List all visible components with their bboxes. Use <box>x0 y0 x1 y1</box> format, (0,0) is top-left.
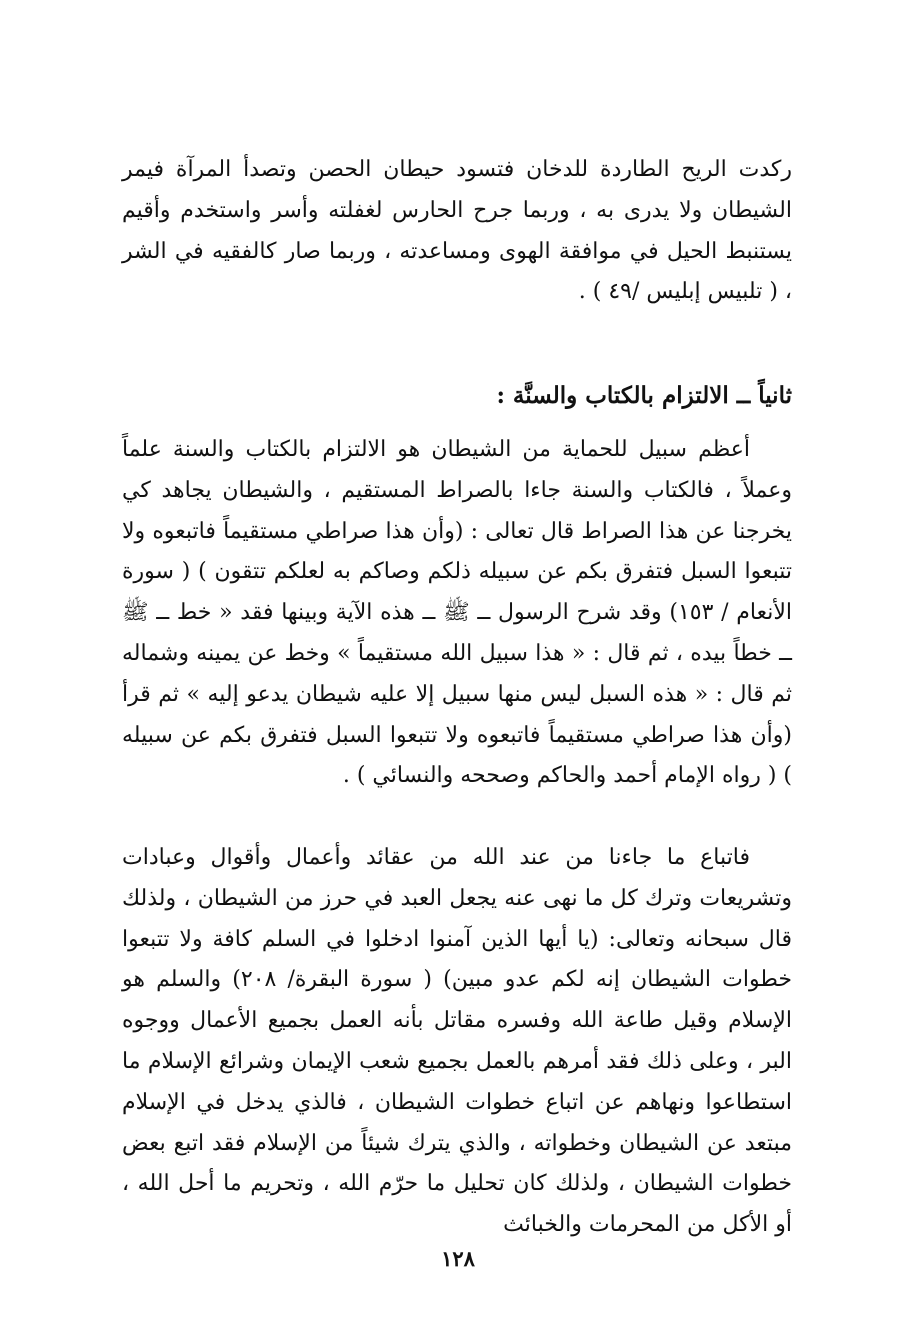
intro-paragraph <box>122 150 792 313</box>
intro-paragraph-text: ركدت الريح الطاردة للدخان فتسود حيطان الحصن وتصدأ المرآة فيمر الشيطان ولا يدرى به ، وربما جرح الحارس لغفلته وأسر واستخدم وأقيم يستنبط الحيل في موافقة الهوى ومساعدته ، وربما صار كالفقيه في الشر ، ( تلبيس إبليس /٤٩ ) . <box>122 157 792 305</box>
body-paragraph-2 <box>122 838 792 1246</box>
body-paragraph-1-text: أعظم سبيل للحماية من الشيطان هو الالتزام بالكتاب والسنة علماً وعملاً ، فالكتاب والسنة جاءا بالصراط المستقيم ، والشيطان يجاهد كي يخرجنا عن هذا الصراط قال تعالى : (وأن هذا صراطي مستقيماً فاتبعوه ولا تتبعوا السبل فتفرق بكم عن سبيله ذلكم وصاكم به لعلكم تتقون ) ( سورة الأنعام / ١٥٣) وقد شرح الرسول ــ ﷺ ــ هذه الآية وبينها فقد « خط ــ ﷺ ــ خطاً بيده ، ثم قال : « هذا سبيل الله مستقيماً » وخط عن يمينه وشماله ثم قال : « هذه السبل ليس منها سبيل إلا عليه شيطان يدعو إليه » ثم قرأ (وأن هذا صراطي مستقيماً فاتبعوه ولا تتبعوا السبل فتفرق بكم عن سبيله ) ( رواه الإمام أحمد والحاكم وصححه والنسائي ) . <box>122 437 792 789</box>
body-paragraph-2-text: فاتباع ما جاءنا من عند الله من عقائد وأعمال وأقوال وعبادات وتشريعات وترك كل ما نهى عنه يجعل العبد في حرز من الشيطان ، ولذلك قال سبحانه وتعالى: (يا أيها الذين آمنوا ادخلوا في السلم كافة ولا تتبعوا خطوات الشيطان إنه لكم عدو مبين) ( سورة البقرة/ ٢٠٨) والسلم هو الإسلام وقيل طاعة الله وفسره مقاتل بأنه العمل بجميع الأعمال ووجوه البر ، وعلى ذلك فقد أمرهم بالعمل بجميع شعب الإيمان وشرائع الإسلام ما استطاعوا ونهاهم عن اتباع خطوات الشيطان ، فالذي يدخل في الإسلام مبتعد عن الشيطان وخطواته ، والذي يترك شيئاً من الإسلام فقد اتبع بعض خطوات الشيطان ، ولذلك كان تحليل ما حرّم الله ، وتحريم ما أحل الله ، أو الأكل من المحرمات والخبائث <box>122 845 793 1238</box>
section-heading: ثانياً ــ الالتزام بالكتاب والسنَّة : <box>496 382 792 409</box>
body-paragraph-1 <box>122 430 792 797</box>
page-number: ١٢٨ <box>441 1246 475 1271</box>
